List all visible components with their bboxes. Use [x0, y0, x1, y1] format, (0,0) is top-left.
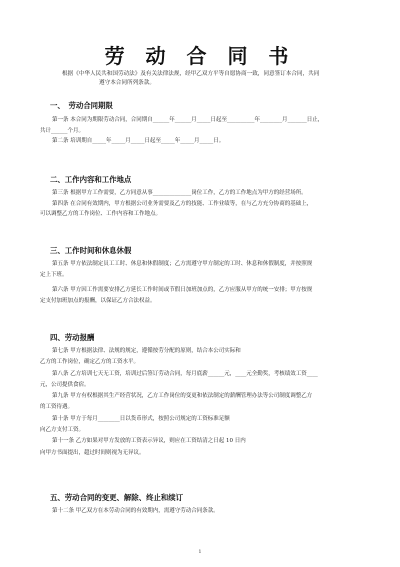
clause-line: 元，公司提供食宿。: [40, 381, 90, 388]
section-heading-pay: 四、劳动报酬: [50, 333, 95, 342]
intro-line: 根据《中华人民共和国劳动法》及有关法律法规，经甲乙双方平等自愿协商一致，同意签订本合同，共同: [62, 71, 320, 77]
clause-line: 第一条 本合同为期限劳动合同，合同期自______年______月_____日起至__________年________月_______日止，: [52, 117, 324, 123]
intro-paragraph: [62, 70, 362, 88]
clause-line: 第十一条 乙方如果对甲方发放的工资表示异议，则应在工资结清之日起 10 日内: [52, 438, 246, 445]
section-body-pay: [40, 346, 362, 459]
section-heading-changes: 五、劳动合同的变更、解除、终止和续订: [50, 493, 184, 502]
clause-line: 定支付加班加点的报酬，以保证乙方合法权益。: [40, 297, 156, 304]
clause-line: 第二条 培训期自_____年_____月_____日起至_____年_____月_____日。: [52, 138, 225, 144]
section-heading-hours: 三、工作时间和休息休假: [50, 246, 132, 255]
clause-line: 第十条 甲方于每月________日以货币形式，按照公司规定的工资标准足额: [52, 415, 230, 422]
section-heading-work-content: 二、工作内容和工作地点: [50, 175, 132, 184]
clause-line: 第六条 甲方因工作需要安排乙方延长工作时间或节假日加班加点的，乙方应服从甲方的统一安排；甲方按规: [52, 287, 313, 293]
document-title: 劳 动 合 同 书: [104, 44, 296, 68]
clause-line: 第四条 在合同有效期内，甲方根据公司业务需要及乙方的技能、工作业绩等，在与乙方充分协商的基础上，: [52, 200, 313, 207]
section-body-work-content: [40, 188, 362, 220]
section-body-changes: [40, 506, 362, 517]
section-body-hours: [40, 259, 362, 306]
section-heading-term: 一、 劳动合同期限: [50, 101, 113, 110]
page-number: 1: [198, 549, 202, 555]
clause-line: 第十二条 甲乙双方在本劳动合同的有效期内，需遵守劳动合同条款。: [52, 508, 219, 514]
clause-line: 第三条 根据甲方工作需要，乙方同意从事______________岗位工作，乙方的工作地点为甲方的经营场所。: [52, 190, 307, 196]
clause-line: 共计______个月。: [40, 127, 85, 134]
section-body-term: [40, 115, 362, 147]
clause-line: 第七条 甲方根据法律、法规的规定，遵循按劳分配的原则，结合本公司实际和: [52, 348, 241, 354]
clause-line: 可以调整乙方的工作岗位、工作内容和工作地点。: [40, 211, 162, 217]
clause-line: 第九条 甲方有权根据其生产经营状况，乙方工作岗位的变更和依法制定的薪酬管理办法等公司制度调整乙方: [52, 393, 313, 400]
clause-line: 向乙方支付工资。: [40, 427, 85, 434]
clause-line: 第五条 甲方依法制定员工工时、休息和休假制度；乙方需遵守甲方制定的工时、休息和休假制度，并按照规: [52, 261, 313, 267]
clause-line: 乙方的工作岗位，确定乙方的工资水平。: [40, 359, 140, 366]
clause-line: 向甲方书面提出，超过时间则视为无异议。: [40, 449, 145, 456]
intro-line: 遵守本合同所列条款。: [99, 80, 155, 86]
clause-line: 的工资待遇。: [40, 404, 74, 411]
clause-line: 第八条 乙方培训七天无工资，培训过后签订劳动合同，每月底薪______元，____元全勤奖，考核绩效工资____: [52, 370, 318, 377]
clause-line: 定上下班。: [40, 271, 68, 278]
